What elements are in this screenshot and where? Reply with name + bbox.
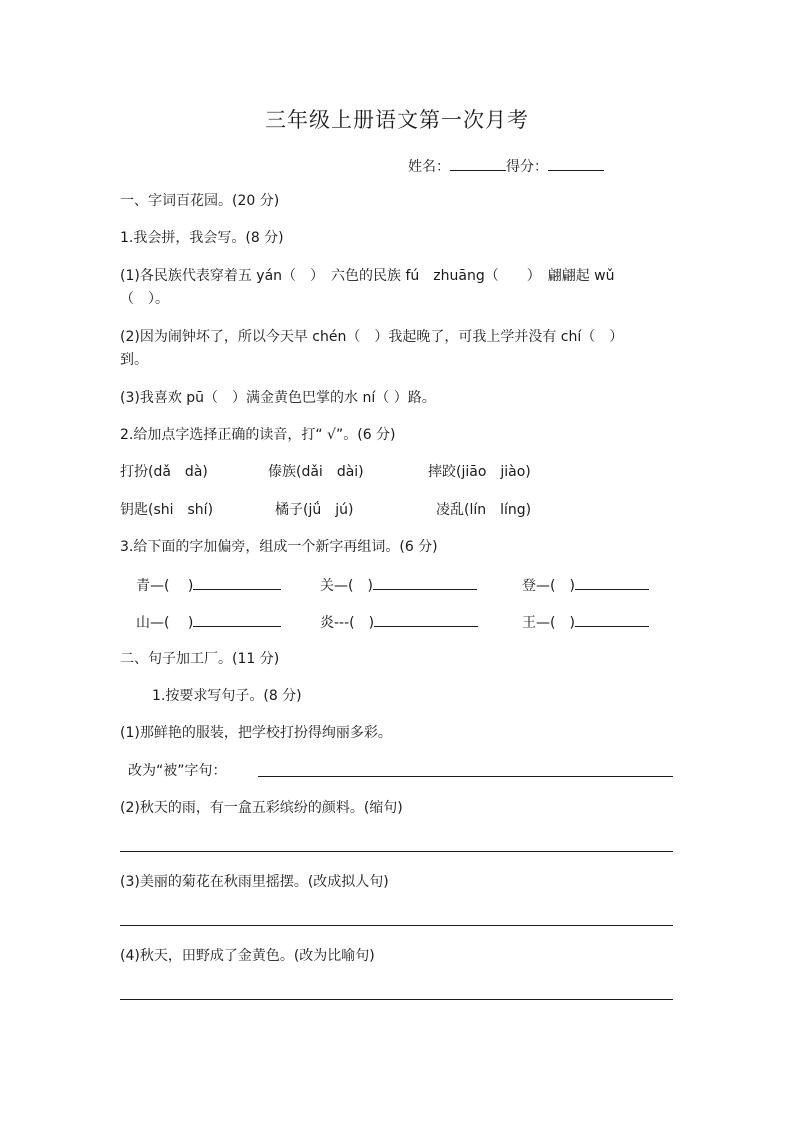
page-title: 三年级上册语文第一次月考 — [265, 108, 529, 132]
q2-option: 凌乱(lín líng) — [436, 502, 532, 518]
answer-line[interactable] — [120, 999, 673, 1000]
q3-blank — [136, 612, 281, 632]
q1-item2-line1: (2)因为闹钟坏了，所以今天早 chén（ ）我起晚了，可我上学并没有 chí（ ） — [120, 329, 624, 345]
answer-line[interactable] — [258, 776, 673, 777]
q3-char: 山—( ) — [136, 615, 194, 631]
score-label: 得分： — [506, 159, 548, 175]
q2-option: 钥匙(shi shí) — [120, 502, 214, 518]
q1-item2-line2: 到。 — [120, 352, 148, 368]
q3-blank — [522, 575, 649, 595]
q3-char: 青—( ) — [136, 578, 194, 594]
q3-char: 登—( ) — [522, 578, 575, 594]
name-label: 姓名： — [408, 159, 450, 175]
s2-item4: (4)秋天，田野成了金黄色。(改为比喻句) — [120, 948, 375, 964]
score-field[interactable] — [548, 156, 604, 171]
q2-option: 橘子(jǘ jú) — [275, 502, 354, 518]
q1-item3: (3)我喜欢 pū（ ）满金黄色巴掌的水 ní（ ）路。 — [120, 390, 436, 406]
s2-item2: (2)秋天的雨，有一盒五彩缤纷的颜料。(缩句) — [120, 800, 403, 816]
s2-item1: (1)那鲜艳的服装，把学校打扮得绚丽多彩。 — [120, 725, 392, 741]
q2-option: 打扮(dǎ dà) — [120, 464, 208, 480]
q2-option: 傣族(dǎi dài) — [268, 464, 364, 480]
answer-field[interactable] — [575, 612, 649, 627]
answer-field[interactable] — [374, 612, 478, 627]
answer-line[interactable] — [120, 925, 673, 926]
q1-item1-line2: （ ）。 — [120, 291, 169, 307]
s2-q1-heading: 1.按要求写句子。(8 分) — [152, 688, 302, 704]
s2-item3: (3)美丽的菊花在秋雨里摇摆。(改成拟人句) — [120, 874, 389, 890]
section1-heading: 一、字词百花园。(20 分) — [120, 193, 280, 209]
q3-blank — [136, 575, 281, 595]
s2-item1-prompt: 改为“被”字句： — [128, 763, 227, 779]
q3-blank — [320, 575, 477, 595]
q1-item1-line1: (1)各民族代表穿着五 yán（ ） 六色的民族 fú zhuāng（ ） 翩翩起 wǔ — [120, 268, 615, 284]
answer-field[interactable] — [373, 575, 477, 590]
q3-char: 炎---( ) — [320, 615, 375, 631]
header-fields — [408, 156, 604, 176]
answer-field[interactable] — [193, 575, 281, 590]
q2-option: 摔跤(jiāo jiào) — [428, 464, 531, 480]
name-field[interactable] — [450, 156, 506, 171]
q3-char: 王—( ) — [522, 615, 575, 631]
q3-blank — [522, 612, 649, 632]
answer-field[interactable] — [193, 612, 281, 627]
q3-char: 关—( ) — [320, 578, 373, 594]
q3-blank — [320, 612, 478, 632]
answer-line[interactable] — [120, 851, 673, 852]
q1-heading: 1.我会拼，我会写。(8 分) — [120, 230, 284, 246]
answer-field[interactable] — [575, 575, 649, 590]
section2-heading: 二、句子加工厂。(11 分) — [120, 651, 280, 667]
q3-heading: 3.给下面的字加偏旁，组成一个新字再组词。(6 分) — [120, 539, 438, 555]
q2-heading: 2.给加点字选择正确的读音，打“ √”。(6 分) — [120, 427, 396, 443]
